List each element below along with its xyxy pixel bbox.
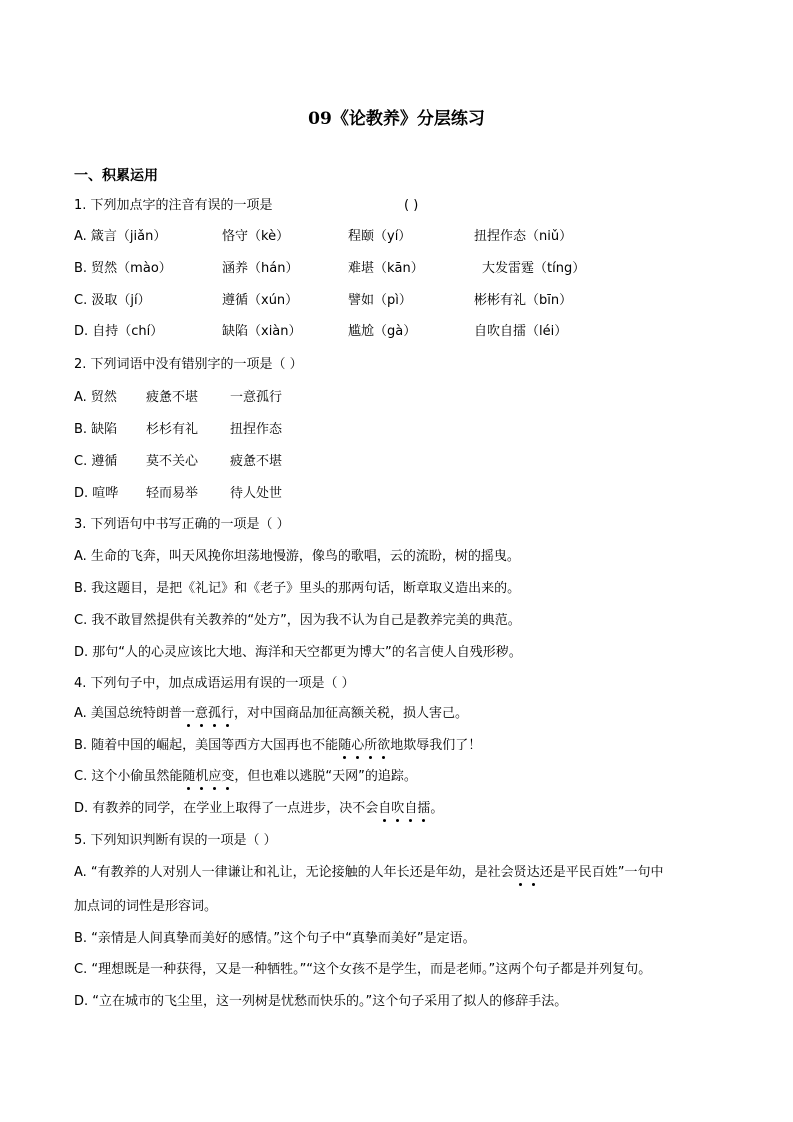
q4-c-post: ，但也难以逃脱“天网”的追踪。 bbox=[234, 769, 417, 784]
question-4-option-b bbox=[74, 736, 481, 756]
question-4-stem: 4. 下列句子中，加点成语运用有误的一项是（ ） bbox=[74, 676, 355, 691]
q4-d-dotted-idiom bbox=[378, 801, 430, 816]
dotted-char: 行 bbox=[221, 704, 234, 724]
option-a-item-3: 程颐（yí） bbox=[348, 229, 412, 244]
option-c-item-1: C. 汲取（jí） bbox=[74, 293, 151, 308]
question-1-answer-paren: ( ) bbox=[404, 198, 419, 213]
q2-option-a-word-1: A. 贸然 bbox=[74, 390, 117, 405]
q2-option-b-word-1: B. 缺陷 bbox=[74, 422, 118, 437]
question-2-option-a bbox=[74, 388, 474, 408]
dotted-char: 变 bbox=[221, 767, 234, 787]
option-c-item-3: 譬如（pì） bbox=[348, 293, 412, 308]
option-d-item-4: 自吹自擂（léi） bbox=[474, 324, 568, 339]
question-4-option-c bbox=[74, 767, 417, 787]
q4-c-pre: C. 这个小偷虽然能 bbox=[74, 769, 183, 784]
q5-a-pre: A. “有教养的人对别人一律谦让和礼让，无论接触的人年长还是年幼，是社会 bbox=[74, 865, 514, 880]
q5-a-dotted-word bbox=[514, 865, 540, 880]
q5-a-post: 还是平民百姓”一句中 bbox=[539, 865, 664, 880]
question-1-stem-text: 1. 下列加点字的注音有误的一项是 bbox=[74, 198, 273, 213]
question-4-option-a bbox=[74, 704, 468, 724]
dotted-char: 贤 bbox=[514, 863, 527, 883]
question-1-option-c bbox=[74, 291, 724, 311]
question-3-option-b: B. 我这题目，是把《礼记》和《老子》里头的那两句话，断章取义造出来的。 bbox=[74, 581, 521, 596]
dotted-char: 随 bbox=[338, 736, 351, 756]
q2-option-d-word-3: 待人处世 bbox=[230, 486, 283, 501]
question-3-stem: 3. 下列语句中书写正确的一项是（ ） bbox=[74, 517, 290, 532]
question-1-stem bbox=[74, 196, 273, 216]
question-1-option-b bbox=[74, 259, 724, 279]
q2-option-d-word-1: D. 喧哗 bbox=[74, 486, 119, 501]
dotted-char: 机 bbox=[195, 767, 208, 787]
dotted-char: 欲 bbox=[377, 736, 390, 756]
question-1-option-a bbox=[74, 227, 724, 247]
question-2-option-d bbox=[74, 484, 474, 504]
question-5-option-c: C. “理想既是一种获得，又是一种牺牲。”“这个女孩不是学生，而是老师。”这两个句子都是并列复句。 bbox=[74, 962, 652, 977]
question-2-option-b bbox=[74, 420, 474, 440]
dotted-char: 孤 bbox=[208, 704, 221, 724]
dotted-char: 意 bbox=[195, 704, 208, 724]
option-a-item-4: 扭捏作态（niǔ） bbox=[474, 229, 573, 244]
q2-option-d-word-2: 轻而易举 bbox=[146, 486, 199, 501]
dotted-char: 自 bbox=[404, 799, 417, 819]
q4-b-post: 地欺辱我们了！ bbox=[390, 738, 482, 753]
question-2-stem: 2. 下列词语中没有错别字的一项是（ ） bbox=[74, 357, 303, 372]
option-d-item-3: 尴尬（gà） bbox=[348, 324, 417, 339]
dotted-char: 擂 bbox=[417, 799, 430, 819]
q2-option-b-word-2: 杉杉有礼 bbox=[146, 422, 199, 437]
dotted-char: 应 bbox=[208, 767, 221, 787]
q2-option-c-word-1: C. 遵循 bbox=[74, 454, 118, 469]
q4-b-dotted-idiom bbox=[338, 738, 390, 753]
dotted-char: 吹 bbox=[391, 799, 404, 819]
option-d-item-2: 缺陷（xiàn） bbox=[222, 324, 302, 339]
option-a-item-1: A. 箴言（jiǎn） bbox=[74, 229, 167, 244]
q4-d-pre: D. 有教养的同学，在学业上取得了一点进步，决不会 bbox=[74, 801, 379, 816]
dotted-char: 一 bbox=[182, 704, 195, 724]
dotted-char: 随 bbox=[182, 767, 195, 787]
section-title: 一、积累运用 bbox=[74, 168, 158, 184]
q2-option-a-word-2: 疲惫不堪 bbox=[146, 390, 199, 405]
option-a-item-2: 恪守（kè） bbox=[222, 229, 290, 244]
q4-a-post: ，对中国商品加征高额关税，损人害己。 bbox=[234, 706, 469, 721]
q4-a-pre: A. 美国总统特朗普 bbox=[74, 706, 182, 721]
question-5-option-a-line-1 bbox=[74, 863, 663, 883]
q2-option-c-word-3: 疲惫不堪 bbox=[230, 454, 283, 469]
question-1-option-d bbox=[74, 322, 724, 342]
page-title: 09《论教养》分层练习 bbox=[308, 109, 485, 129]
question-2-option-c bbox=[74, 452, 474, 472]
q4-d-post: 。 bbox=[430, 801, 444, 816]
question-5-option-d: D. “立在城市的飞尘里，这一列树是忧愁而快乐的。”这个句子采用了拟人的修辞手法。 bbox=[74, 994, 568, 1009]
option-c-item-2: 遵循（xún） bbox=[222, 293, 299, 308]
q4-b-pre: B. 随着中国的崛起，美国等西方大国再也不能 bbox=[74, 738, 339, 753]
dotted-char: 所 bbox=[364, 736, 377, 756]
option-b-item-1: B. 贸然（mào） bbox=[74, 261, 172, 276]
option-b-item-4: 大发雷霆（tíng） bbox=[482, 261, 586, 276]
q4-a-dotted-idiom bbox=[182, 706, 234, 721]
question-3-option-d: D. 那句“人的心灵应该比大地、海洋和天空都更为博大”的名言使人自残形秽。 bbox=[74, 645, 522, 660]
q4-c-dotted-idiom bbox=[182, 769, 234, 784]
dotted-char: 达 bbox=[527, 863, 540, 883]
question-4-option-d bbox=[74, 799, 443, 819]
question-3-option-a: A. 生命的飞奔，叫天风挽你坦荡地慢游，像鸟的歌唱，云的流盼，树的摇曳。 bbox=[74, 549, 520, 564]
question-3-option-c: C. 我不敢冒然提供有关教养的“处方”，因为我不认为自己是教养完美的典范。 bbox=[74, 613, 521, 628]
option-d-item-1: D. 自持（chí） bbox=[74, 324, 164, 339]
dotted-char: 自 bbox=[378, 799, 391, 819]
dotted-char: 心 bbox=[351, 736, 364, 756]
option-b-item-3: 难堪（kān） bbox=[348, 261, 424, 276]
question-5-stem: 5. 下列知识判断有误的一项是（ ） bbox=[74, 833, 277, 848]
option-b-item-2: 涵养（hán） bbox=[222, 261, 299, 276]
q2-option-b-word-3: 扭捏作态 bbox=[230, 422, 283, 437]
q2-option-c-word-2: 莫不关心 bbox=[146, 454, 199, 469]
question-5-option-a-line-2: 加点词的词性是形容词。 bbox=[74, 899, 218, 914]
option-c-item-4: 彬彬有礼（bīn） bbox=[474, 293, 573, 308]
question-5-option-b: B. “亲情是人间真挚而美好的感情。”这个句子中“真挚而美好”是定语。 bbox=[74, 931, 476, 946]
q2-option-a-word-3: 一意孤行 bbox=[230, 390, 283, 405]
